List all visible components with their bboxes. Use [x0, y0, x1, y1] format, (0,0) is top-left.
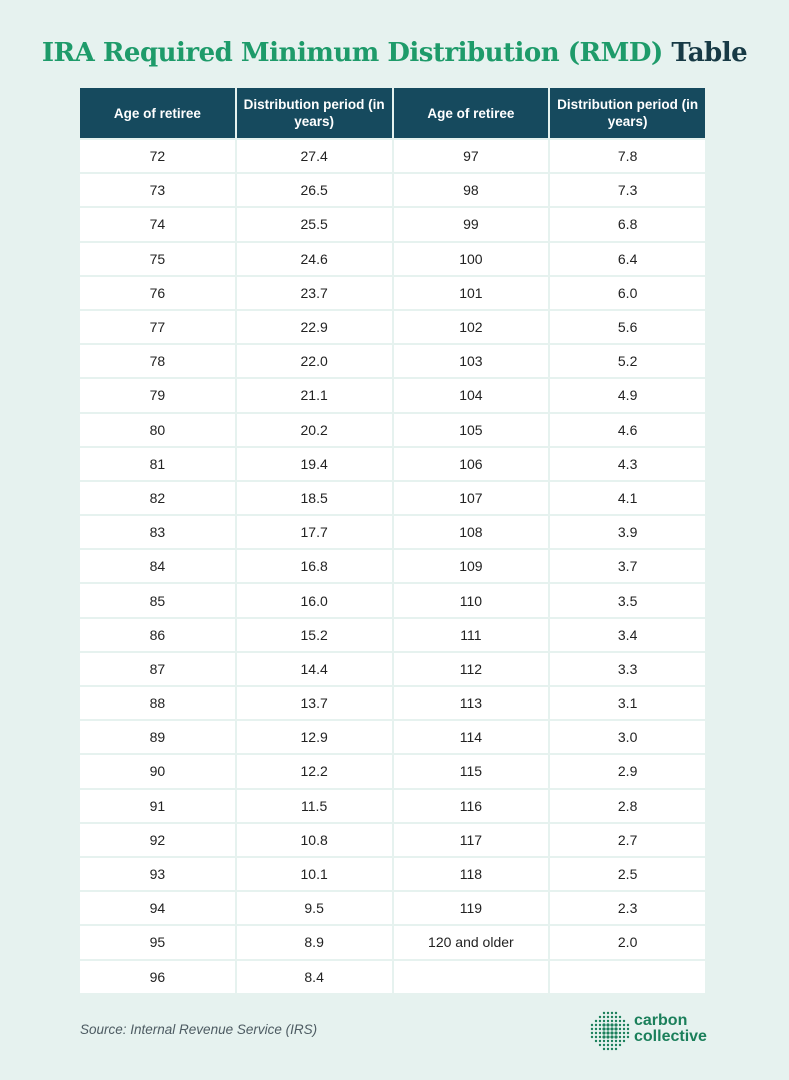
title-suffix: Table [671, 38, 748, 68]
table-row [80, 140, 705, 172]
table-row [80, 448, 705, 480]
logo-dot [615, 1040, 617, 1042]
cell-age-1: 88 [80, 687, 235, 719]
cell-period-2: 2.3 [550, 892, 705, 924]
cell-period-1: 20.2 [237, 414, 392, 446]
logo-dot [603, 1040, 605, 1042]
cell-age-1: 83 [80, 516, 235, 548]
logo-dot [615, 1016, 617, 1018]
logo-dot [615, 1020, 617, 1022]
logo-dot [607, 1012, 609, 1014]
cell-age-2: 109 [394, 550, 549, 582]
cell-age-1: 80 [80, 414, 235, 446]
cell-period-1: 18.5 [237, 482, 392, 514]
logo-dot [602, 1035, 605, 1038]
cell-age-2 [394, 961, 549, 993]
cell-period-2: 3.3 [550, 653, 705, 685]
logo-dot [606, 1031, 609, 1034]
logo-dot [615, 1048, 617, 1050]
cell-age-1: 93 [80, 858, 235, 890]
table-row [80, 174, 705, 206]
cell-age-2: 116 [394, 790, 549, 822]
table-row [80, 277, 705, 309]
cell-period-2 [550, 961, 705, 993]
cell-age-1: 94 [80, 892, 235, 924]
logo-dot [623, 1032, 625, 1034]
logo-dot [614, 1031, 617, 1034]
cell-period-1: 15.2 [237, 619, 392, 651]
table-row [80, 755, 705, 787]
table-row [80, 243, 705, 275]
table-row [80, 414, 705, 446]
cell-age-1: 79 [80, 379, 235, 411]
cell-period-2: 5.2 [550, 345, 705, 377]
logo-dot [603, 1016, 605, 1018]
cell-period-1: 22.0 [237, 345, 392, 377]
page-title [0, 38, 789, 68]
cell-age-1: 95 [80, 926, 235, 958]
cell-age-1: 91 [80, 790, 235, 822]
header-age-1: Age of retiree [80, 88, 235, 138]
cell-period-1: 16.0 [237, 584, 392, 616]
logo-dot [611, 1040, 613, 1042]
logo-dot [619, 1020, 621, 1022]
logo-dot [599, 1036, 601, 1038]
cell-age-1: 86 [80, 619, 235, 651]
table-row [80, 311, 705, 343]
logo-dot [627, 1024, 629, 1026]
cell-age-2: 107 [394, 482, 549, 514]
cell-age-2: 118 [394, 858, 549, 890]
cell-age-1: 90 [80, 755, 235, 787]
cell-period-2: 2.0 [550, 926, 705, 958]
rmd-table [78, 86, 707, 995]
logo-dot [599, 1024, 601, 1026]
cell-age-2: 98 [394, 174, 549, 206]
logo-dot [603, 1048, 605, 1050]
cell-period-1: 16.8 [237, 550, 392, 582]
cell-period-1: 24.6 [237, 243, 392, 275]
logo-dot [611, 1048, 613, 1050]
table-row [80, 687, 705, 719]
logo-dot [595, 1020, 597, 1022]
cell-age-2: 103 [394, 345, 549, 377]
logo-dot [610, 1023, 613, 1026]
table-row [80, 482, 705, 514]
logo-dot [595, 1036, 597, 1038]
table-body [80, 140, 705, 993]
logo-dot [591, 1036, 593, 1038]
logo-dot [614, 1027, 617, 1030]
cell-age-2: 115 [394, 755, 549, 787]
logo-dot [599, 1044, 601, 1046]
logo-dot [623, 1036, 625, 1038]
logo-text [634, 1013, 707, 1045]
cell-period-1: 19.4 [237, 448, 392, 480]
logo-dot [606, 1027, 609, 1030]
cell-period-1: 9.5 [237, 892, 392, 924]
logo-dot [623, 1020, 625, 1022]
cell-age-2: 117 [394, 824, 549, 856]
logo-dot [599, 1028, 601, 1030]
cell-age-2: 108 [394, 516, 549, 548]
cell-period-1: 8.9 [237, 926, 392, 958]
table-row [80, 619, 705, 651]
logo-dot [615, 1012, 617, 1014]
logo-dot [623, 1028, 625, 1030]
cell-period-2: 2.7 [550, 824, 705, 856]
cell-period-2: 4.1 [550, 482, 705, 514]
cell-period-1: 12.2 [237, 755, 392, 787]
cell-period-1: 11.5 [237, 790, 392, 822]
logo-line2: collective [634, 1028, 707, 1045]
table-row [80, 926, 705, 958]
cell-period-2: 3.0 [550, 721, 705, 753]
logo-dot [623, 1040, 625, 1042]
cell-age-1: 77 [80, 311, 235, 343]
table-row [80, 721, 705, 753]
cell-age-1: 87 [80, 653, 235, 685]
cell-period-2: 3.1 [550, 687, 705, 719]
cell-age-1: 81 [80, 448, 235, 480]
logo-dot [602, 1027, 605, 1030]
cell-period-2: 2.9 [550, 755, 705, 787]
logo-dot [595, 1032, 597, 1034]
logo-dot [603, 1020, 605, 1022]
carbon-collective-logo [588, 1010, 718, 1054]
logo-dot [603, 1012, 605, 1014]
table-row [80, 379, 705, 411]
table-row [80, 345, 705, 377]
cell-period-2: 5.6 [550, 311, 705, 343]
header-period-1: Distribution period (in years) [237, 88, 392, 138]
cell-age-1: 92 [80, 824, 235, 856]
table-row [80, 824, 705, 856]
logo-dot [591, 1024, 593, 1026]
cell-age-2: 102 [394, 311, 549, 343]
logo-dot [627, 1028, 629, 1030]
cell-period-1: 22.9 [237, 311, 392, 343]
table-row [80, 653, 705, 685]
logo-dot [591, 1032, 593, 1034]
table-row [80, 892, 705, 924]
logo-dot [599, 1020, 601, 1022]
cell-age-1: 73 [80, 174, 235, 206]
logo-dot [619, 1040, 621, 1042]
logo-dot [611, 1016, 613, 1018]
logo-dot [614, 1023, 617, 1026]
logo-dot [611, 1012, 613, 1014]
logo-dot [627, 1036, 629, 1038]
cell-age-1: 78 [80, 345, 235, 377]
logo-dot [623, 1024, 625, 1026]
logo-dot [619, 1028, 621, 1030]
cell-age-2: 106 [394, 448, 549, 480]
cell-period-2: 6.4 [550, 243, 705, 275]
cell-age-1: 82 [80, 482, 235, 514]
cell-period-2: 6.0 [550, 277, 705, 309]
table-header-row [80, 88, 705, 138]
logo-dot [595, 1024, 597, 1026]
logo-dot [611, 1044, 613, 1046]
cell-age-2: 100 [394, 243, 549, 275]
header-period-2: Distribution period (in years) [550, 88, 705, 138]
cell-age-2: 110 [394, 584, 549, 616]
logo-dot [614, 1035, 617, 1038]
table-row [80, 208, 705, 240]
cell-age-1: 84 [80, 550, 235, 582]
cell-age-2: 120 and older [394, 926, 549, 958]
cell-age-1: 72 [80, 140, 235, 172]
logo-dot [606, 1035, 609, 1038]
logo-dot [619, 1036, 621, 1038]
logo-dot [615, 1044, 617, 1046]
logo-dot [607, 1048, 609, 1050]
cell-age-2: 119 [394, 892, 549, 924]
logo-dot [610, 1027, 613, 1030]
cell-age-1: 96 [80, 961, 235, 993]
cell-age-2: 105 [394, 414, 549, 446]
logo-dot [602, 1031, 605, 1034]
cell-age-2: 101 [394, 277, 549, 309]
cell-age-2: 104 [394, 379, 549, 411]
logo-dot [599, 1032, 601, 1034]
cell-age-1: 76 [80, 277, 235, 309]
cell-period-1: 13.7 [237, 687, 392, 719]
logo-dot [607, 1044, 609, 1046]
cell-age-2: 112 [394, 653, 549, 685]
cell-period-2: 4.6 [550, 414, 705, 446]
cell-period-1: 25.5 [237, 208, 392, 240]
table-row [80, 961, 705, 993]
cell-age-2: 111 [394, 619, 549, 651]
cell-period-1: 26.5 [237, 174, 392, 206]
cell-period-1: 12.9 [237, 721, 392, 753]
table-row [80, 790, 705, 822]
cell-period-1: 17.7 [237, 516, 392, 548]
cell-period-1: 10.8 [237, 824, 392, 856]
cell-period-1: 27.4 [237, 140, 392, 172]
logo-dot [595, 1040, 597, 1042]
cell-age-1: 89 [80, 721, 235, 753]
logo-dot [599, 1016, 601, 1018]
source-note: Source: Internal Revenue Service (IRS) [80, 1022, 318, 1037]
logo-dot [610, 1031, 613, 1034]
cell-period-2: 6.8 [550, 208, 705, 240]
dot-sphere-icon [588, 1010, 630, 1052]
cell-age-2: 114 [394, 721, 549, 753]
cell-period-2: 2.8 [550, 790, 705, 822]
logo-dot [611, 1020, 613, 1022]
cell-period-2: 7.3 [550, 174, 705, 206]
cell-age-2: 97 [394, 140, 549, 172]
logo-dot [619, 1016, 621, 1018]
logo-dot [619, 1024, 621, 1026]
cell-period-2: 3.5 [550, 584, 705, 616]
cell-period-2: 3.7 [550, 550, 705, 582]
logo-dot [619, 1044, 621, 1046]
logo-dot [607, 1040, 609, 1042]
logo-dot [607, 1016, 609, 1018]
table-row [80, 516, 705, 548]
logo-dot [627, 1032, 629, 1034]
table-row [80, 858, 705, 890]
cell-period-2: 4.9 [550, 379, 705, 411]
table-row [80, 550, 705, 582]
title-highlight: IRA Required Minimum Distribution (RMD) [41, 38, 663, 68]
logo-line1: carbon [634, 1012, 688, 1029]
cell-age-1: 75 [80, 243, 235, 275]
logo-dot [610, 1035, 613, 1038]
cell-age-1: 74 [80, 208, 235, 240]
cell-period-2: 3.4 [550, 619, 705, 651]
logo-dot [607, 1020, 609, 1022]
logo-dot [595, 1028, 597, 1030]
cell-period-2: 4.3 [550, 448, 705, 480]
logo-dot [602, 1023, 605, 1026]
cell-period-2: 3.9 [550, 516, 705, 548]
logo-dot [603, 1044, 605, 1046]
cell-period-1: 10.1 [237, 858, 392, 890]
logo-dot [619, 1032, 621, 1034]
cell-age-2: 113 [394, 687, 549, 719]
cell-period-1: 8.4 [237, 961, 392, 993]
cell-period-2: 7.8 [550, 140, 705, 172]
logo-dot [599, 1040, 601, 1042]
cell-period-1: 14.4 [237, 653, 392, 685]
cell-period-2: 2.5 [550, 858, 705, 890]
header-age-2: Age of retiree [394, 88, 549, 138]
cell-age-1: 85 [80, 584, 235, 616]
logo-dot [591, 1028, 593, 1030]
cell-age-2: 99 [394, 208, 549, 240]
cell-period-1: 23.7 [237, 277, 392, 309]
table-row [80, 584, 705, 616]
logo-dot [606, 1023, 609, 1026]
cell-period-1: 21.1 [237, 379, 392, 411]
